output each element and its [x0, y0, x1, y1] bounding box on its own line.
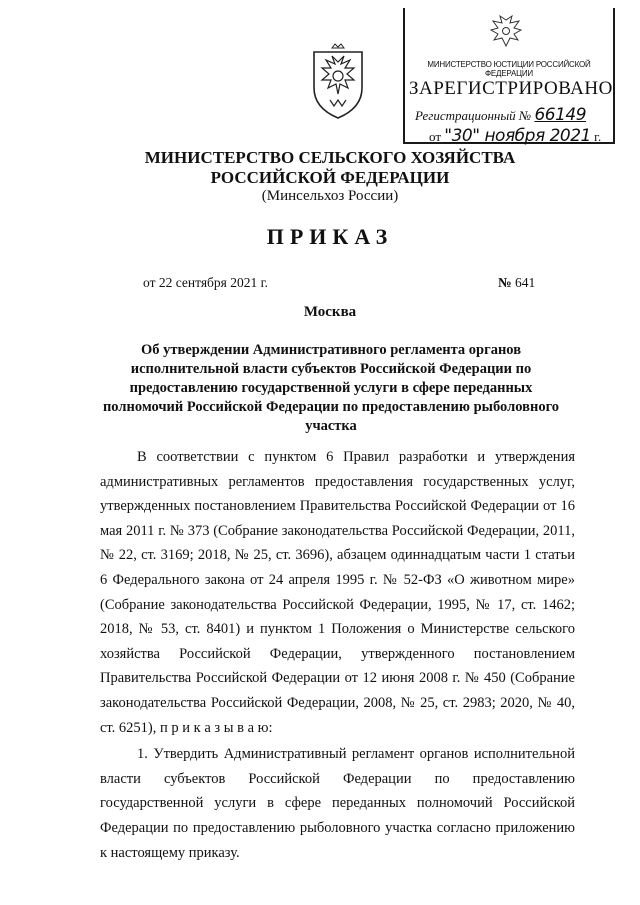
registration-stamp	[403, 8, 615, 144]
ministry-title-line2: РОССИЙСКОЙ ФЕДЕРАЦИИ	[210, 168, 450, 187]
document-city: Москва	[303, 304, 357, 320]
ministry-title	[130, 148, 530, 188]
stamp-ministry-name: МИНИСТЕРСТВО ЮСТИЦИИ РОССИЙСКОЙ ФЕДЕРАЦИИ	[427, 60, 591, 78]
document-title: Об утверждении Административного регламента органов исполнительной власти субъектов Российской Федерации по предоставлению государственной услуги в сфере переданных полномочий Российской Федерации по предоставлению рыболовного участка	[102, 342, 560, 434]
document-number	[498, 275, 535, 291]
coat-of-arms-emblem	[298, 42, 378, 122]
body-paragraph: В соответствии с пунктом 6 Правил разработки и утверждения административных регламентов предоставления государственных услуг, утвержденных постановлением Правительства Российской Федерации от 16 мая 2011 г. № 373 (Собрание законодательства Российской Федерации, 2011, № 22, ст. 3169; 2018, № 25, ст. 3696), абзацем одиннадцатым части 1 статьи 6 Федерального закона от 24 апреля 1995 г. № 52-ФЗ «О животном мире» (Собрание законодательства Российской Федерации, 1995, № 17, ст. 1462; 2018, № 53, ст. 8401) и пунктом 1 Положения о Министерстве сельского хозяйства Российской Федерации, утвержденного постановлением Правительства Российской Федерации от 12 июня 2008 г. № 450 (Собрание законодательства Российской Федерации, 2008, № 25, ст. 2983; 2020, № 40, ст. 6251), п р и к а з ы в а ю:	[100, 449, 575, 736]
number-value: 641	[514, 275, 536, 290]
ministry-short-name: (Минсельхоз России)	[261, 188, 399, 204]
body-paragraph: 1. Утвердить Административный регламент органов исполнительной власти субъектов Российской Федерации по предоставлению государственной услуги в сфере переданных полномочий Российской Федерации по предоставлению рыболовного участка согласно приложению к настоящему приказу.	[100, 746, 575, 861]
number-sign: №	[498, 275, 512, 290]
stamp-reg-number: 66149	[534, 105, 587, 125]
document-date: от 22 сентября 2021 г.	[143, 275, 268, 290]
stamp-reg-label: Регистрационный №	[415, 108, 532, 123]
stamp-date-suffix: г.	[594, 129, 602, 144]
document-body	[100, 445, 575, 865]
stamp-date-line	[429, 126, 601, 146]
ministry-title-line1: МИНИСТЕРСТВО СЕЛЬСКОГО ХОЗЯЙСТВА	[144, 148, 516, 167]
stamp-registration-line	[415, 105, 586, 125]
document-type: ПРИКАЗ	[266, 224, 394, 249]
stamp-date-handwritten: "30" ноября 2021	[444, 126, 591, 146]
stamp-status: ЗАРЕГИСТРИРОВАНО	[409, 78, 613, 99]
stamp-date-prefix: от	[429, 129, 442, 144]
stamp-crest-icon	[483, 14, 529, 50]
